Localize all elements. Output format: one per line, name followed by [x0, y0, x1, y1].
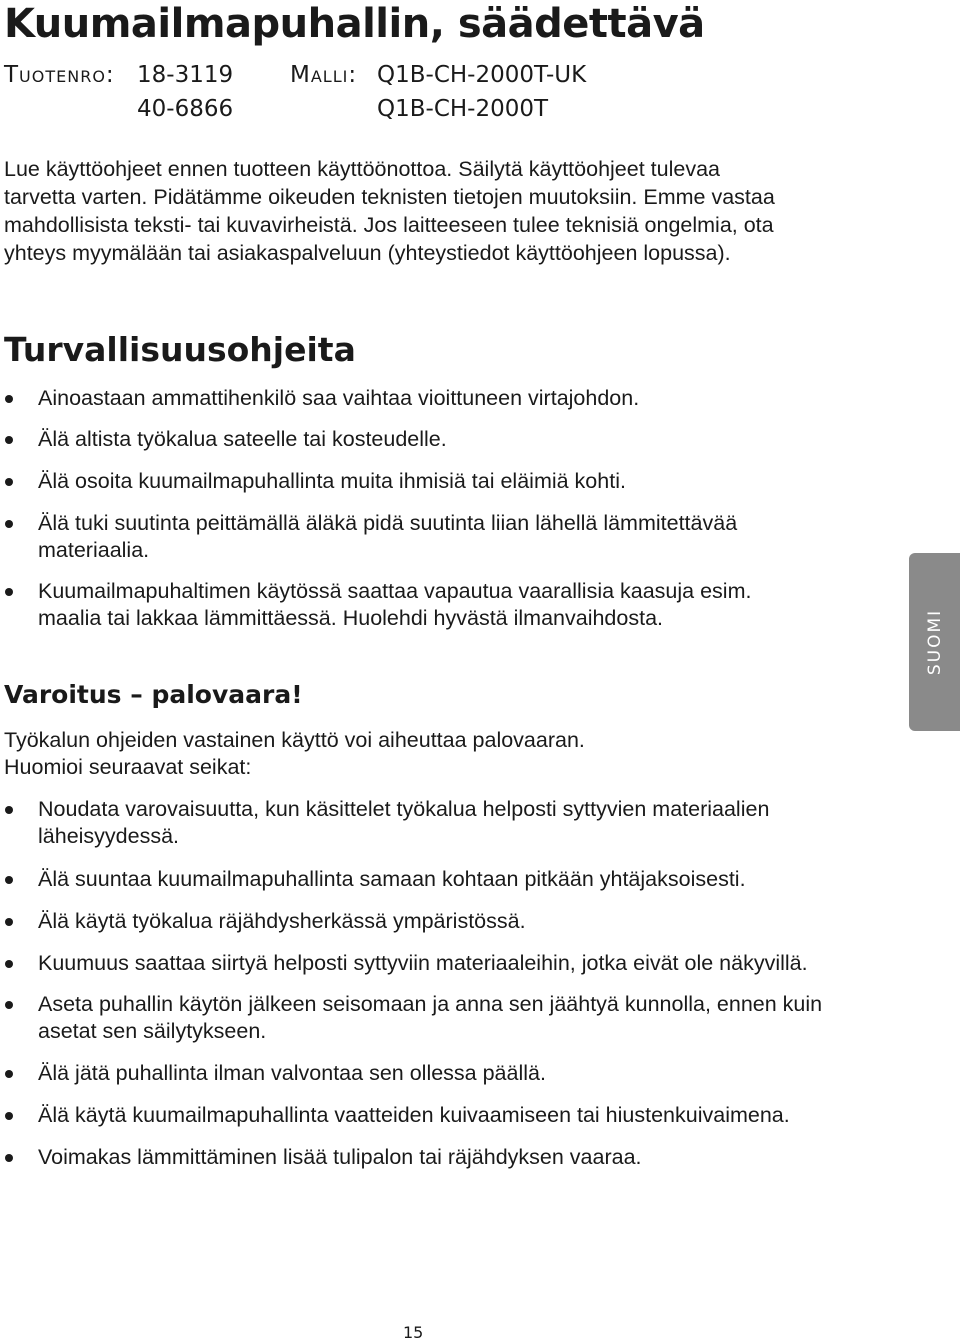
- list-item-text: Älä osoita kuumailmapuhallinta muita ihmisiä tai eläimiä kohti.: [38, 469, 626, 493]
- product-number-2: 40-6866: [137, 96, 234, 122]
- list-item-text: Älä altista työkalua sateelle tai kosteudelle.: [38, 427, 447, 451]
- product-number-1: 18-3119: [137, 62, 234, 88]
- list-item-text: Älä jätä puhallinta ilman valvontaa sen ollessa päällä.: [38, 1061, 546, 1085]
- warning-intro-line: Huomioi seuraavat seikat:: [4, 755, 252, 779]
- list-item-text: Älä suuntaa kuumailmapuhallinta samaan kohtaan pitkään yhtäjaksoisesti.: [38, 867, 746, 891]
- model-2: Q1B-CH-2000T: [377, 96, 549, 122]
- bullet-icon: [5, 1112, 13, 1120]
- model-1: Q1B-CH-2000T-UK: [377, 62, 587, 88]
- bullet-icon: [5, 1001, 13, 1009]
- bullet-icon: [5, 1070, 13, 1078]
- bullet-icon: [5, 806, 13, 814]
- bullet-icon: [5, 395, 13, 403]
- intro-line: Lue käyttöohjeet ennen tuotteen käyttöönottoa. Säilytä käyttöohjeet tulevaa: [4, 157, 720, 181]
- list-item-text: Älä käytä työkalua räjähdysherkässä ympäristössä.: [38, 909, 526, 933]
- product-number-label: Tuotenro:: [4, 62, 115, 88]
- language-tab-label: SUOMI: [924, 608, 945, 676]
- list-item-text: Ainoastaan ammattihenkilö saa vaihtaa vioittuneen virtajohdon.: [38, 386, 640, 410]
- intro-line: yhteys myymälään tai asiakaspalveluun (yhteystiedot käyttöohjeen lopussa).: [4, 241, 731, 265]
- list-item-text: Noudata varovaisuutta, kun käsittelet työkalua helposti syttyvien materiaalien läheisyydessä.: [38, 797, 770, 848]
- bullet-icon: [5, 520, 13, 528]
- list-item-text: Voimakas lämmittäminen lisää tulipalon tai räjähdyksen vaaraa.: [38, 1145, 642, 1169]
- warning-intro-line: Työkalun ohjeiden vastainen käyttö voi aiheuttaa palovaaran.: [4, 728, 585, 752]
- list-item-text: Aseta puhallin käytön jälkeen seisomaan ja anna sen jäähtyä kunnolla, ennen kuin asetat sen säilytykseen.: [38, 992, 823, 1043]
- intro-line: tarvetta varten. Pidätämme oikeuden teknisten tietojen muutoksiin. Emme vastaa: [4, 185, 775, 209]
- list-item-text: Kuumuus saattaa siirtyä helposti syttyviin materiaaleihin, jotka eivät ole näkyvillä.: [38, 951, 808, 975]
- bullet-icon: [5, 876, 13, 884]
- bullet-icon: [5, 1154, 13, 1162]
- page-number: 15: [403, 1323, 424, 1342]
- intro-paragraph: [4, 155, 864, 267]
- document-title: Kuumailmapuhallin, säädettävä: [4, 1, 705, 47]
- list-item-text: Kuumailmapuhaltimen käytössä saattaa vapautua vaarallisia kaasuja esim. maalia tai lakkaa lämmittäessä. Huolehdi hyvästä ilmanvaihdosta.: [38, 579, 752, 630]
- safety-heading: Turvallisuusohjeita: [4, 330, 356, 369]
- bullet-icon: [5, 436, 13, 444]
- intro-line: mahdollisista teksti- tai kuvavirheistä. Jos laitteeseen tulee teknisiä ongelmia, ota: [4, 213, 774, 237]
- bullet-icon: [5, 918, 13, 926]
- bullet-icon: [5, 960, 13, 968]
- language-tab: [909, 553, 960, 731]
- warning-heading: Varoitus – palovaara!: [4, 680, 303, 709]
- model-label: Malli:: [290, 62, 358, 88]
- bullet-icon: [5, 588, 13, 596]
- list-item-text: Älä tuki suutinta peittämällä äläkä pidä suutinta liian lähellä lämmitettävää materiaalia.: [38, 511, 738, 562]
- warning-intro: [4, 727, 585, 781]
- list-item-text: Älä käytä kuumailmapuhallinta vaatteiden kuivaamiseen tai hiustenkuivaimena.: [38, 1103, 790, 1127]
- bullet-icon: [5, 478, 13, 486]
